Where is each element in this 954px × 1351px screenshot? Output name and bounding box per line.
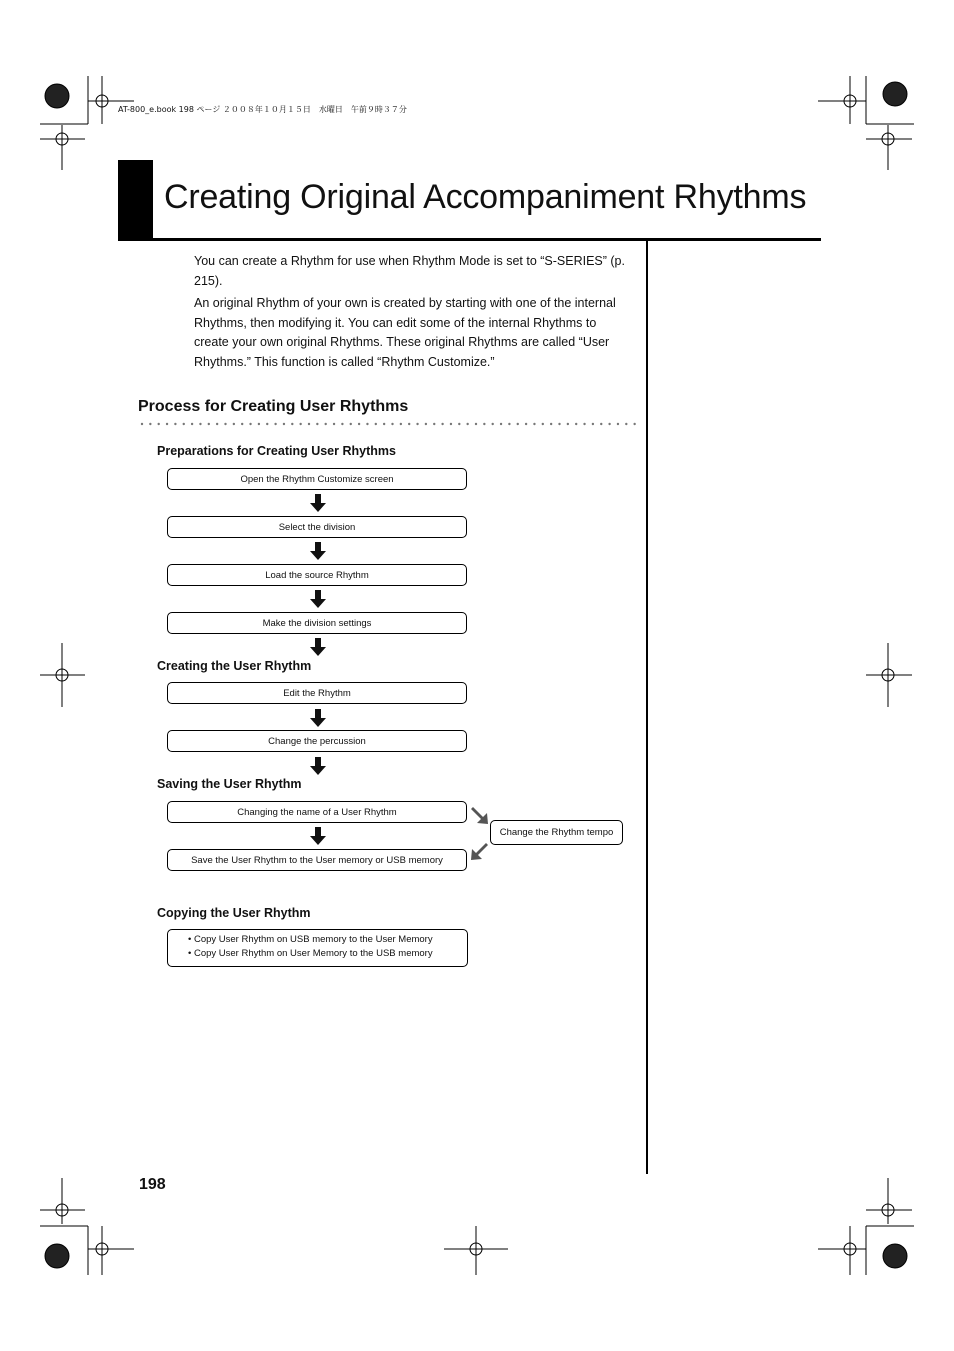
title-rule (118, 238, 821, 241)
diagonal-arrow-down-left-icon (469, 842, 489, 862)
page-number: 198 (139, 1176, 166, 1193)
step-select-division: Select the division (167, 516, 467, 538)
down-arrow-icon (310, 542, 326, 560)
step-change-percussion: Change the percussion (167, 730, 467, 752)
copy-item-user-to-usb: • Copy User Rhythm on User Memory to the USB memory (188, 948, 433, 959)
step-open-rhythm-customize: Open the Rhythm Customize screen (167, 468, 467, 490)
intro-paragraph-2: An original Rhythm of your own is created by starting with one of the internal Rhythms, then modifying it. You can edit some of the internal Rhythms to create your own original Rhythms. These original Rhythms are called “User Rhythms.” This function is called “Rhythm Customize.” (194, 296, 616, 369)
creating-heading: Creating the User Rhythm (157, 659, 312, 673)
section-heading: Process for Creating User Rhythms (138, 398, 409, 415)
copy-options-box (167, 929, 468, 967)
copy-item-usb-to-user: • Copy User Rhythm on USB memory to the User Memory (188, 934, 433, 945)
column-divider (646, 241, 648, 1174)
page-title: Creating Original Accompaniment Rhythms (164, 178, 807, 216)
step-save-user-rhythm: Save the User Rhythm to the User memory or USB memory (167, 849, 467, 871)
title-black-tab (118, 160, 153, 240)
down-arrow-icon (310, 638, 326, 656)
preparations-heading: Preparations for Creating User Rhythms (157, 444, 396, 458)
down-arrow-icon (310, 757, 326, 775)
down-arrow-icon (310, 494, 326, 512)
saving-heading: Saving the User Rhythm (157, 777, 302, 791)
step-load-source-rhythm: Load the source Rhythm (167, 564, 467, 586)
step-edit-rhythm: Edit the Rhythm (167, 682, 467, 704)
diagonal-arrow-down-right-icon (470, 806, 490, 826)
print-header: AT-800_e.book 198 ページ ２００８年１０月１５日 水曜日 午前９時３７分 (118, 105, 407, 114)
copying-heading: Copying the User Rhythm (157, 906, 311, 920)
step-division-settings: Make the division settings (167, 612, 467, 634)
down-arrow-icon (310, 709, 326, 727)
step-change-tempo: Change the Rhythm tempo (490, 820, 623, 845)
step-change-name: Changing the name of a User Rhythm (167, 801, 467, 823)
dotted-rule (140, 420, 640, 428)
down-arrow-icon (310, 590, 326, 608)
down-arrow-icon (310, 827, 326, 845)
intro-paragraph-1: You can create a Rhythm for use when Rhythm Mode is set to “S-SERIES” (p. 215). (194, 254, 625, 288)
